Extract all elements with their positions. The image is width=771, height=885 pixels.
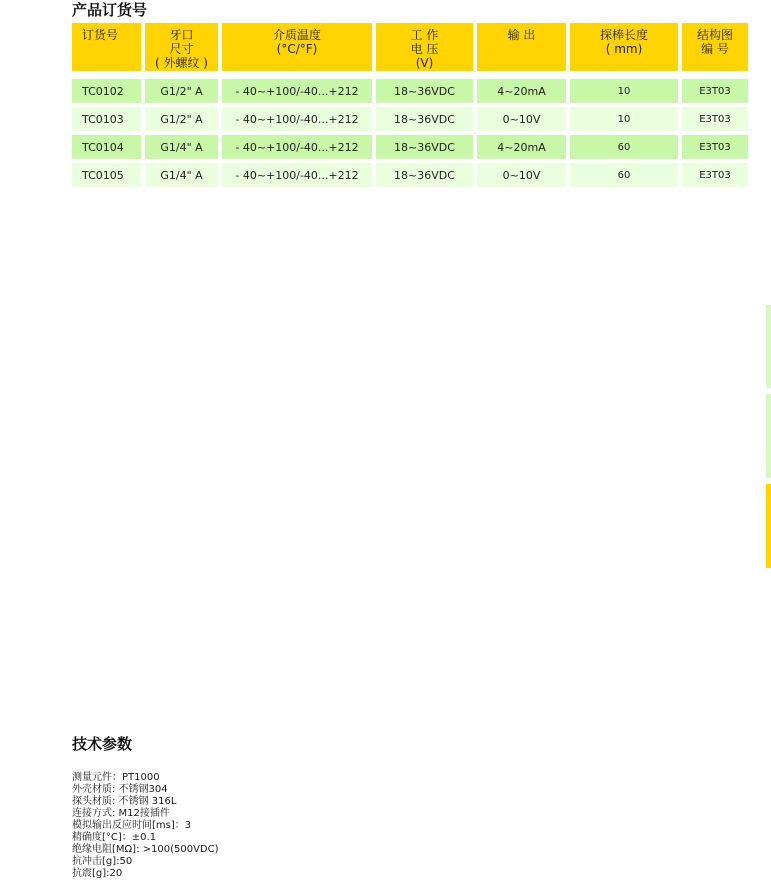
side-tab-1[interactable] [766, 305, 771, 388]
spec-item-housing-material: 外壳材质: 不锈钢304 [72, 784, 168, 795]
table-row [72, 163, 748, 187]
side-tab-active[interactable] [766, 484, 771, 568]
cell-thread-size: G1/4" A [145, 163, 218, 187]
header-thread-size: 牙口 尺寸 ( 外螺纹 ) [145, 23, 218, 71]
spec-item-connection: 连接方式: M12接插件 [72, 808, 170, 819]
cell-drawing-number: E3T03 [682, 163, 748, 187]
cell-order-number: TC0103 [72, 107, 141, 131]
header-probe-length: 探棒长度 ( mm) [570, 23, 678, 71]
side-tab-2[interactable] [766, 394, 771, 478]
cell-working-voltage: 18~36VDC [376, 163, 473, 187]
header-drawing-number: 结构图 编 号 [682, 23, 748, 71]
cell-medium-temperature: - 40~+100/-40...+212 [222, 79, 372, 103]
spec-item-response-time: 模拟输出反应时间[ms]：3 [72, 820, 192, 831]
order-section-title: 产品订货号 [72, 1, 148, 19]
header-output: 输 出 [477, 23, 566, 71]
spec-item-sensor: 测量元件：PT1000 [72, 772, 160, 783]
cell-output: 4~20mA [477, 79, 566, 103]
cell-order-number: TC0105 [72, 163, 141, 187]
spec-list [72, 772, 219, 880]
table-row [72, 135, 748, 159]
cell-output: 0~10V [477, 107, 566, 131]
table-row [72, 79, 748, 103]
cell-probe-length: 10 [570, 79, 678, 103]
cell-thread-size: G1/2" A [145, 79, 218, 103]
table-row [72, 107, 748, 131]
cell-working-voltage: 18~36VDC [376, 107, 473, 131]
cell-probe-length: 60 [570, 135, 678, 159]
spec-item-insulation: 绝缘电阻[MΩ]: >100(500VDC) [72, 844, 219, 855]
table-header-row [72, 23, 748, 71]
cell-drawing-number: E3T03 [682, 79, 748, 103]
cell-drawing-number: E3T03 [682, 107, 748, 131]
spec-item-vibration: 抗震[g]:20 [72, 868, 123, 879]
cell-medium-temperature: - 40~+100/-40...+212 [222, 163, 372, 187]
spec-item-probe-material: 探头材质: 不锈钢 316L [72, 796, 177, 807]
header-medium-temperature: 介质温度 (°C/°F) [222, 23, 372, 71]
cell-medium-temperature: - 40~+100/-40...+212 [222, 107, 372, 131]
cell-working-voltage: 18~36VDC [376, 135, 473, 159]
cell-probe-length: 10 [570, 107, 678, 131]
cell-thread-size: G1/2" A [145, 107, 218, 131]
cell-output: 4~20mA [477, 135, 566, 159]
spec-section-title: 技术参数 [72, 735, 133, 753]
header-order-number: 订货号 [72, 23, 141, 71]
cell-medium-temperature: - 40~+100/-40...+212 [222, 135, 372, 159]
header-working-voltage: 工 作 电 压 (V) [376, 23, 473, 71]
cell-working-voltage: 18~36VDC [376, 79, 473, 103]
cell-output: 0~10V [477, 163, 566, 187]
order-table [68, 23, 752, 187]
cell-order-number: TC0102 [72, 79, 141, 103]
cell-order-number: TC0104 [72, 135, 141, 159]
cell-drawing-number: E3T03 [682, 135, 748, 159]
cell-thread-size: G1/4" A [145, 135, 218, 159]
cell-probe-length: 60 [570, 163, 678, 187]
spec-item-shock: 抗冲击[g]:50 [72, 856, 133, 867]
spec-item-accuracy: 精确度[°C]：±0.1 [72, 832, 157, 843]
